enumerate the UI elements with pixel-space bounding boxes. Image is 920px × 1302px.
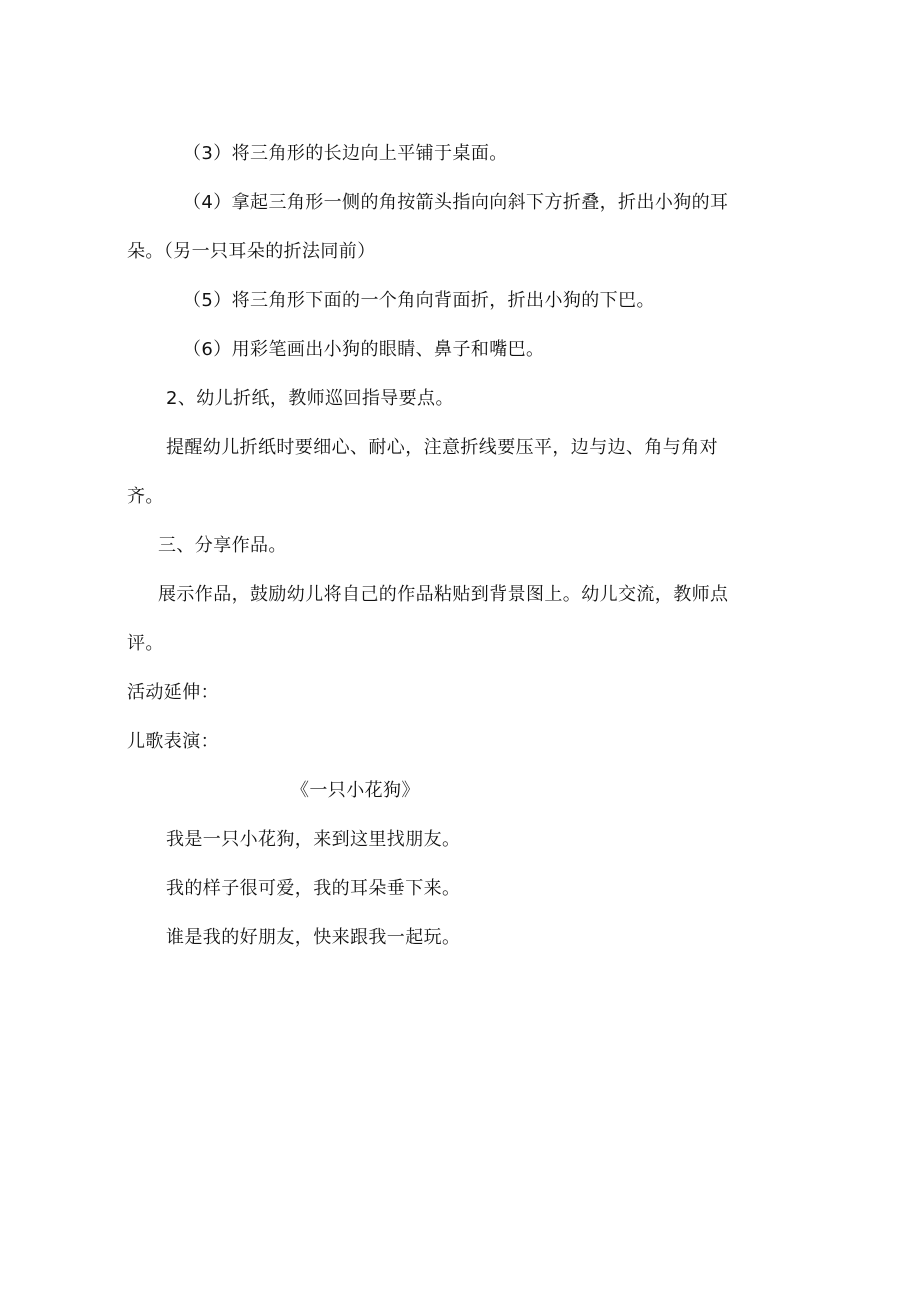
reminder-continuation-line: 齐。 bbox=[127, 486, 164, 507]
step-3-line: （3）将三角形的长边向上平铺于桌面。 bbox=[183, 143, 508, 164]
step-6-line: （6）用彩笔画出小狗的眼睛、鼻子和嘴巴。 bbox=[183, 339, 545, 360]
folding-guidance-heading: 2、幼儿折纸，教师巡回指导要点。 bbox=[166, 388, 454, 409]
step-4-line: （4）拿起三角形一侧的角按箭头指向向斜下方折叠，折出小狗的耳 bbox=[183, 192, 729, 213]
nursery-rhyme-heading: 儿歌表演： bbox=[127, 731, 219, 752]
rhyme-line-1: 我是一只小花狗，来到这里找朋友。 bbox=[166, 829, 461, 850]
step-5-line: （5）将三角形下面的一个角向背面折，折出小狗的下巴。 bbox=[183, 290, 655, 311]
rhyme-line-3: 谁是我的好朋友，快来跟我一起玩。 bbox=[166, 927, 461, 948]
activity-extension-heading: 活动延伸： bbox=[127, 682, 219, 703]
display-works-line: 展示作品，鼓励幼儿将自己的作品粘贴到背景图上。幼儿交流，教师点 bbox=[158, 584, 729, 605]
display-works-continuation-line: 评。 bbox=[127, 633, 164, 654]
share-works-heading: 三、分享作品。 bbox=[158, 535, 287, 556]
rhyme-title: 《一只小花狗》 bbox=[291, 780, 420, 801]
step-4-continuation-line: 朵。（另一只耳朵的折法同前） bbox=[127, 241, 376, 262]
rhyme-line-2: 我的样子很可爱，我的耳朵垂下来。 bbox=[166, 878, 461, 899]
reminder-line: 提醒幼儿折纸时要细心、耐心，注意折线要压平，边与边、角与角对 bbox=[166, 437, 718, 458]
